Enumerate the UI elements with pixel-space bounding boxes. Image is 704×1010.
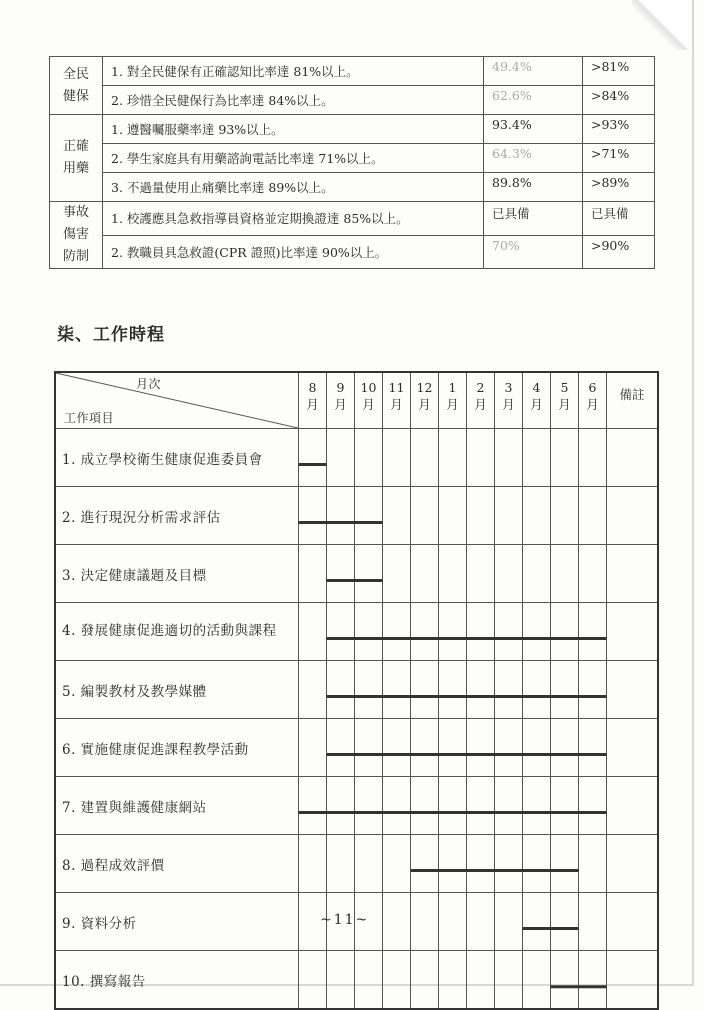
schedule-row: [55, 777, 658, 835]
note-cell: [607, 893, 659, 951]
schedule-cell: [579, 951, 607, 1010]
month-number: 4: [532, 380, 541, 395]
folded-corner: [632, 0, 692, 50]
schedule-cell: [551, 719, 579, 777]
month-number: 12: [416, 380, 433, 395]
schedule-cell: [383, 545, 411, 603]
schedule-cell: [579, 545, 607, 603]
schedule-cell: [467, 429, 495, 487]
category-line: 健保: [62, 88, 89, 104]
task-label: 8. 過程成效評價: [55, 835, 299, 893]
schedule-cell: [383, 893, 411, 951]
schedule-cell: [523, 719, 551, 777]
schedule-cell: [411, 487, 439, 545]
schedule-cell: [355, 603, 383, 661]
schedule-cell: [495, 777, 523, 835]
schedule-cell: [579, 603, 607, 661]
indicator-target: >90%: [583, 235, 655, 269]
task-label: 5. 編製教材及教學媒體: [55, 661, 299, 719]
indicator-text: 1. 校護應具急救指導員資格並定期換證達 85%以上。: [103, 202, 484, 236]
indicator-target: >84%: [583, 86, 655, 115]
note-cell: [607, 545, 659, 603]
indicator-text: 1. 對全民健保有正確認知比率達 81%以上。: [103, 57, 484, 86]
month-header: [355, 372, 383, 429]
note-cell: [607, 429, 659, 487]
indicator-row: [50, 86, 655, 115]
schedule-cell: [411, 661, 439, 719]
schedule-cell: [439, 893, 467, 951]
schedule-cell: [299, 835, 327, 893]
indicator-category: [50, 202, 103, 269]
schedule-cell: [523, 545, 551, 603]
schedule-cell: [495, 487, 523, 545]
schedule-cell: [551, 835, 579, 893]
schedule-cell: [383, 603, 411, 661]
schedule-cell: [523, 487, 551, 545]
schedule-cell: [579, 719, 607, 777]
schedule-row: [55, 951, 658, 1010]
indicator-row: [50, 173, 655, 202]
schedule-cell: [327, 951, 355, 1010]
schedule-cell: [327, 545, 355, 603]
schedule-cell: [411, 719, 439, 777]
indicator-value: 70%: [484, 235, 583, 269]
schedule-cell: [411, 951, 439, 1010]
schedule-row: [55, 603, 658, 661]
category-line: 事故: [62, 205, 89, 220]
indicator-row: [50, 57, 655, 86]
month-header: [551, 372, 579, 429]
month-unit: 月: [362, 397, 375, 412]
schedule-cell: [551, 545, 579, 603]
schedule-row: [55, 661, 658, 719]
indicator-text: 2. 學生家庭具有用藥諮詢電話比率達 71%以上。: [103, 144, 484, 173]
schedule-cell: [411, 603, 439, 661]
indicator-value: 89.8%: [484, 173, 583, 202]
indicator-target: >71%: [583, 144, 655, 173]
schedule-cell: [439, 603, 467, 661]
schedule-row: [55, 719, 658, 777]
schedule-cell: [551, 487, 579, 545]
schedule-cell: [299, 661, 327, 719]
indicator-row: [50, 235, 655, 269]
schedule-cell: [327, 719, 355, 777]
month-number: 8: [308, 380, 317, 395]
schedule-cell: [467, 545, 495, 603]
schedule-cell: [299, 603, 327, 661]
task-label: 10. 撰寫報告: [55, 951, 299, 1010]
schedule-row: [55, 429, 658, 487]
indicator-text: 1. 遵醫囑服藥率達 93%以上。: [103, 115, 484, 144]
schedule-cell: [327, 487, 355, 545]
schedule-cell: [551, 951, 579, 1010]
schedule-cell: [551, 429, 579, 487]
schedule-cell: [467, 719, 495, 777]
task-label: 4. 發展健康促進適切的活動與課程: [55, 603, 299, 661]
task-label: 9. 資料分析: [55, 893, 299, 951]
month-unit: 月: [446, 397, 459, 412]
month-unit: 月: [418, 397, 431, 412]
schedule-cell: [383, 951, 411, 1010]
month-header: [439, 372, 467, 429]
note-cell: [607, 487, 659, 545]
schedule-cell: [495, 603, 523, 661]
schedule-cell: [355, 487, 383, 545]
indicator-value: 62.6%: [484, 86, 583, 115]
section-title: 柒、工作時程: [57, 325, 165, 345]
header-item-label: 工作項目: [64, 411, 115, 425]
schedule-cell: [299, 487, 327, 545]
schedule-cell: [579, 893, 607, 951]
month-header: [579, 372, 607, 429]
month-unit: 月: [502, 397, 515, 412]
schedule-cell: [551, 661, 579, 719]
category-line: 全民: [62, 66, 89, 82]
indicator-text: 3. 不過量使用止痛藥比率達 89%以上。: [103, 173, 484, 202]
schedule-cell: [299, 429, 327, 487]
schedule-cell: [467, 893, 495, 951]
schedule-cell: [495, 719, 523, 777]
schedule-cell: [439, 835, 467, 893]
indicator-category: [50, 57, 103, 115]
schedule-cell: [467, 835, 495, 893]
month-header: [467, 372, 495, 429]
month-header: [523, 372, 551, 429]
month-number: 9: [336, 380, 345, 395]
schedule-cell: [327, 777, 355, 835]
schedule-cell: [439, 545, 467, 603]
schedule-cell: [383, 719, 411, 777]
schedule-cell: [411, 429, 439, 487]
schedule-row: [55, 487, 658, 545]
category-line: 用藥: [62, 161, 89, 176]
schedule-cell: [579, 487, 607, 545]
page-number: ~11~: [320, 912, 370, 928]
indicator-text: 2. 珍惜全民健保行為比率達 84%以上。: [103, 86, 484, 115]
category-line: 防制: [62, 249, 89, 264]
note-cell: [607, 603, 659, 661]
task-label: 3. 決定健康議題及目標: [55, 545, 299, 603]
note-cell: [607, 835, 659, 893]
schedule-cell: [495, 429, 523, 487]
schedule-cell: [439, 777, 467, 835]
month-unit: 月: [530, 397, 543, 412]
schedule-cell: [551, 777, 579, 835]
indicator-target: >93%: [583, 115, 655, 144]
task-label: 7. 建置與維護健康網站: [55, 777, 299, 835]
schedule-cell: [383, 429, 411, 487]
schedule-cell: [383, 777, 411, 835]
note-cell: [607, 719, 659, 777]
header-month-label: 月次: [136, 377, 162, 391]
schedule-cell: [579, 661, 607, 719]
month-number: 6: [588, 380, 597, 395]
schedule-cell: [467, 603, 495, 661]
month-unit: 月: [306, 397, 319, 412]
schedule-cell: [523, 835, 551, 893]
schedule-header-corner: [55, 372, 299, 429]
schedule-cell: [495, 835, 523, 893]
month-number: 11: [388, 380, 405, 395]
indicator-value: 64.3%: [484, 144, 583, 173]
schedule-cell: [411, 893, 439, 951]
note-cell: [607, 661, 659, 719]
note-cell: [607, 777, 659, 835]
month-unit: 月: [586, 397, 599, 412]
note-cell: [607, 951, 659, 1010]
schedule-cell: [411, 545, 439, 603]
schedule-cell: [495, 545, 523, 603]
schedule-cell: [299, 777, 327, 835]
indicator-value: 49.4%: [484, 57, 583, 86]
schedule-cell: [523, 661, 551, 719]
schedule-cell: [551, 893, 579, 951]
schedule-cell: [327, 835, 355, 893]
month-header: [383, 372, 411, 429]
schedule-cell: [523, 429, 551, 487]
schedule-cell: [355, 545, 383, 603]
schedule-cell: [355, 835, 383, 893]
schedule-cell: [299, 719, 327, 777]
indicator-row: [50, 144, 655, 173]
category-line: 正確: [62, 139, 89, 154]
schedule-cell: [467, 777, 495, 835]
schedule-cell: [299, 951, 327, 1010]
schedule-row: [55, 545, 658, 603]
schedule-cell: [523, 603, 551, 661]
schedule-cell: [523, 777, 551, 835]
schedule-cell: [467, 661, 495, 719]
month-header: [411, 372, 439, 429]
schedule-cell: [299, 545, 327, 603]
month-number: 5: [560, 380, 569, 395]
schedule-cell: [355, 777, 383, 835]
schedule-cell: [579, 429, 607, 487]
schedule-cell: [439, 951, 467, 1010]
schedule-cell: [355, 661, 383, 719]
month-unit: 月: [334, 397, 347, 412]
indicator-row: [50, 202, 655, 236]
month-number: 3: [504, 380, 513, 395]
month-unit: 月: [474, 397, 487, 412]
schedule-cell: [355, 951, 383, 1010]
schedule-header-row: [55, 372, 658, 429]
note-header: 備註: [607, 372, 659, 429]
schedule-cell: [439, 661, 467, 719]
schedule-cell: [579, 835, 607, 893]
indicator-category: [50, 115, 103, 202]
indicator-target: >81%: [583, 57, 655, 86]
indicator-target: >89%: [583, 173, 655, 202]
schedule-cell: [411, 835, 439, 893]
schedule-cell: [355, 429, 383, 487]
month-number: 10: [360, 380, 377, 395]
schedule-row: [55, 835, 658, 893]
schedule-cell: [383, 835, 411, 893]
month-number: 1: [448, 380, 457, 395]
task-label: 6. 實施健康促進課程教學活動: [55, 719, 299, 777]
month-unit: 月: [558, 397, 571, 412]
indicator-value: 已具備: [484, 202, 583, 236]
schedule-cell: [439, 719, 467, 777]
schedule-cell: [579, 777, 607, 835]
month-number: 2: [476, 380, 485, 395]
schedule-cell: [523, 951, 551, 1010]
indicator-table: [49, 56, 655, 269]
task-label: 2. 進行現況分析需求評估: [55, 487, 299, 545]
schedule-cell: [467, 951, 495, 1010]
task-label: 1. 成立學校衛生健康促進委員會: [55, 429, 299, 487]
schedule-cell: [551, 603, 579, 661]
month-unit: 月: [390, 397, 403, 412]
schedule-cell: [355, 719, 383, 777]
month-header: [299, 372, 327, 429]
indicator-target: 已具備: [583, 202, 655, 236]
indicator-value: 93.4%: [484, 115, 583, 144]
schedule-cell: [495, 893, 523, 951]
indicator-text: 2. 教職員具急救證(CPR 證照)比率達 90%以上。: [103, 235, 484, 269]
schedule-cell: [495, 661, 523, 719]
category-line: 傷害: [62, 227, 89, 242]
schedule-cell: [383, 661, 411, 719]
schedule-cell: [523, 893, 551, 951]
schedule-cell: [439, 429, 467, 487]
month-header: [327, 372, 355, 429]
indicator-row: [50, 115, 655, 144]
schedule-cell: [327, 603, 355, 661]
schedule-cell: [439, 487, 467, 545]
schedule-cell: [411, 777, 439, 835]
month-header: [495, 372, 523, 429]
schedule-cell: [383, 487, 411, 545]
schedule-cell: [327, 429, 355, 487]
schedule-cell: [467, 487, 495, 545]
schedule-cell: [327, 661, 355, 719]
schedule-cell: [495, 951, 523, 1010]
